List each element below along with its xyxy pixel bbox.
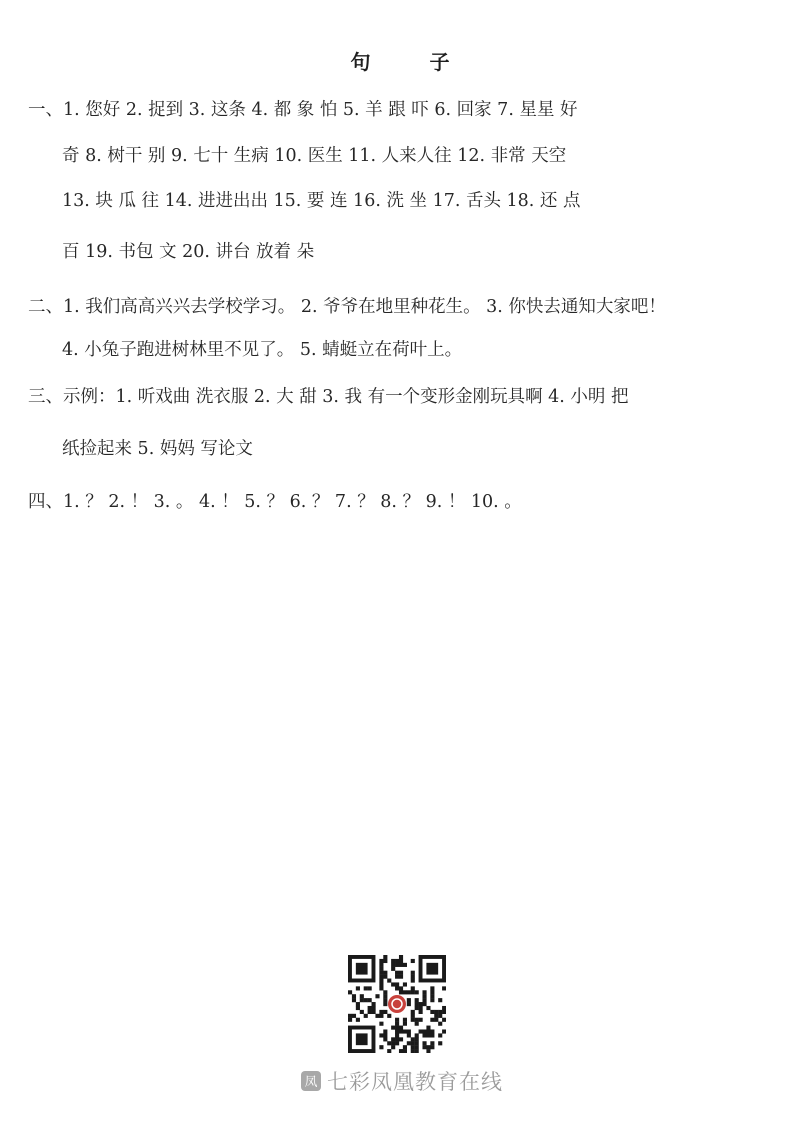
brand-name: 七彩凤凰教育在线: [327, 1070, 503, 1094]
answer-line-8: 纸捡起来 5. 妈妈 写论文: [62, 439, 253, 459]
answer-line-9: 四、1. ？ 2. ！ 3. 。 4. ！ 5. ？ 6. ？ 7. ？ 8. ？ 9. ！ 10. 。: [28, 492, 522, 512]
answer-line-4: 百 19. 书包 文 20. 讲台 放着 朵: [62, 242, 315, 262]
answer-line-3: 13. 块 瓜 往 14. 进进出出 15. 要 连 16. 洗 坐 17. 舌头 18. 还 点: [62, 191, 581, 211]
answer-line-5: 二、1. 我们高高兴兴去学校学习。 2. 爷爷在地里种花生。 3. 你快去通知大家吧！: [28, 297, 666, 317]
brand-logo-icon: [300, 1070, 322, 1092]
page-title: 句 子: [350, 50, 476, 74]
answer-line-2: 奇 8. 树干 别 9. 七十 生病 10. 医生 11. 人来人往 12. 非常 天空: [62, 146, 567, 166]
answer-line-6: 4. 小兔子跑进树林里不见了。 5. 蜻蜓立在荷叶上。: [62, 340, 463, 360]
footer-brand: [300, 1066, 510, 1096]
qr-center-seal-icon: [388, 995, 406, 1013]
svg-text:凤: 凤: [304, 1075, 318, 1090]
qr-code-graphic: [348, 955, 446, 1053]
answer-line-7: 三、示例：1. 听戏曲 洗衣服 2. 大 甜 3. 我 有一个变形金刚玩具啊 4. 小明 把: [28, 387, 629, 407]
answer-line-1: 一、1. 您好 2. 捉到 3. 这条 4. 都 象 怕 5. 羊 跟 吓 6. 回家 7. 星星 好: [28, 100, 578, 120]
qr-code[interactable]: [348, 955, 446, 1053]
